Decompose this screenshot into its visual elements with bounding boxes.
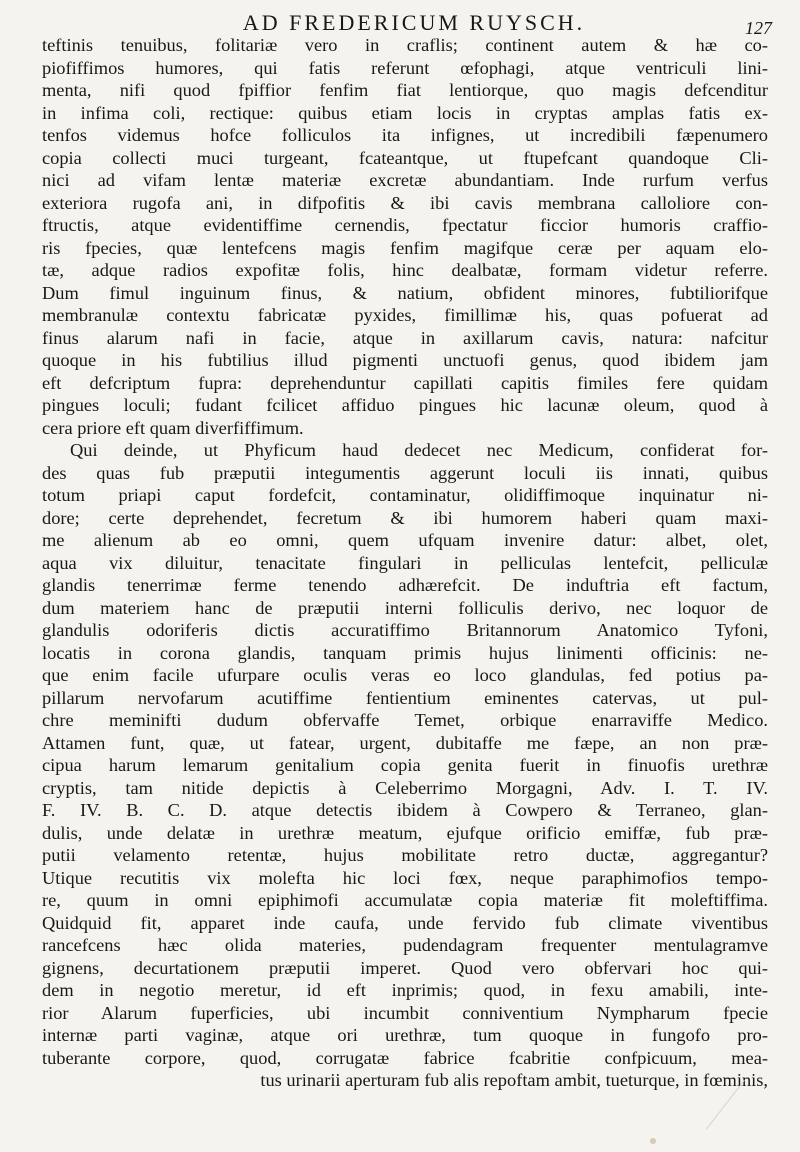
text-line: menta, nifi quod fpiffior fenfim fiat lentiorque, quo magis defcenditur <box>42 80 768 100</box>
text-line: cipua harum lemarum genitalium copia genita fuerit in finuofis urethræ <box>42 755 768 775</box>
text-line: gignens, decurtationem præputii imperet. Quod vero obfervari hoc qui- <box>42 957 768 978</box>
text-line: pingues loculi; fudant fcilicet affiduo pingues hic lacunæ oleum, quod à <box>42 395 768 415</box>
text-line: chre meminifti dudum obfervaffe Temet, orbique enarraviffe Medico. <box>42 710 768 730</box>
text-line: aqua vix diluitur, tenacitate fingulari in pelliculas lentefcit, pelliculæ <box>42 552 768 573</box>
page-number: 127 <box>745 18 772 38</box>
text-line: tenfos videmus hofce folliculos ita infignes, ut incredibili fæpenumero <box>42 125 768 145</box>
text-line: cryptis, tam nitide depictis à Celeberrimo Morgagni, Adv. I. T. IV. <box>42 777 768 798</box>
text-line: rancefcens hæc olida materies, pudendagram frequenter mentulagramve <box>42 935 768 955</box>
text-line: finus alarum nafi in facie, atque in axillarum cavis, natura: nafcitur <box>42 327 768 348</box>
text-line: ftructis, atque evidentiffime cernendis, fpectatur ficcior humoris craffio- <box>42 215 768 235</box>
text-line: piofiffimos humores, qui fatis referunt œfophagi, atque ventriculi lini- <box>42 57 768 78</box>
text-line: cera priore eft quam diverfiffimum. <box>42 417 304 438</box>
text-line: F. IV. B. C. D. atque detectis ibidem à Cowpero & Terraneo, glan- <box>42 800 768 820</box>
text-line: dulis, unde delatæ in urethræ meatum, ejufque orificio emiffæ, fub præ- <box>42 822 768 843</box>
text-line: teftinis tenuibus, folitariæ vero in craflis; continent autem & hæ co- <box>42 35 768 55</box>
text-line: in infima coli, rectique: quibus etiam locis in cryptas amplas fatis ex- <box>42 102 768 123</box>
text-line: que enim facile ufurpare oculis veras eo loco glandulas, fed potius pa- <box>42 665 768 685</box>
running-head: AD FREDERICUM RUYSCH. <box>242 10 586 35</box>
text-line: Utique recutitis vix molefta hic loci fœx, neque paraphimofios tempo- <box>42 867 768 888</box>
text-line: dem in negotio meretur, id eft inprimis; quod, in fexu amabili, inte- <box>42 980 768 1000</box>
text-line: locatis in corona glandis, tanquam primis hujus linimenti officinis: ne- <box>42 642 768 663</box>
text-line: totum priapi caput fordefcit, contaminatur, olidiffimoque inquinatur ni- <box>42 485 768 505</box>
ink-smudge <box>650 1138 656 1144</box>
text-line: putii velamento retentæ, hujus mobilitate retro ductæ, aggregantur? <box>42 845 768 865</box>
text-line: Attamen funt, quæ, ut fatear, urgent, dubitaffe me fæpe, an non præ- <box>42 732 768 753</box>
body-text <box>42 34 768 1092</box>
text-line: des quas fub præputii integumentis aggerunt loculi iis innati, quibus <box>42 462 768 483</box>
text-line: dum materiem hanc de præputii interni folliculis derivo, nec loquor de <box>42 597 768 618</box>
text-line: eft defcriptum fupra: deprehenduntur capillati capitis fimiles fere quidam <box>42 372 768 393</box>
text-line: ris fpecies, quæ lentefcens magis fenfim magifque ceræ per aquam elo- <box>42 237 768 258</box>
text-line: glandulis odoriferis dictis accuratiffimo Britannorum Anatomico Tyfoni, <box>42 620 768 640</box>
text-line: copia collecti muci turgeant, fcateantque, ut ftupefcant quandoque Cli- <box>42 147 768 168</box>
text-line: membranulæ contextu fabricatæ pyxides, fimillimæ his, quas pofuerat ad <box>42 305 768 325</box>
text-line: internæ parti vaginæ, atque ori urethræ, tum quoque in fungofo pro- <box>42 1025 768 1045</box>
text-line: exteriora rugofa ani, in difpofitis & ibi cavis membrana calloliore con- <box>42 192 768 213</box>
text-line: re, quum in omni epiphimofi accumulatæ copia materiæ fit moleftiffima. <box>42 890 768 910</box>
text-line: tuberante corpore, quod, corrugatæ fabrice fcabritie confpicuum, mea- <box>42 1047 768 1068</box>
text-line: quoque in his fubtilius illud pigmenti unctuofi genus, quod ibidem jam <box>42 350 768 370</box>
text-line: tus urinarii aperturam fub alis repoftam ambit, tueturque, in fœminis, <box>260 1070 768 1090</box>
text-line: pillarum nervofarum acutiffime fentientium eminentes catervas, ut pul- <box>42 687 768 708</box>
text-line: rior Alarum fuperficies, ubi incumbit conniventium Nympharum fpecie <box>42 1002 768 1023</box>
text-line: Quidquid fit, apparet inde caufa, unde fervido fub climate viventibus <box>42 912 768 933</box>
text-line: glandis tenerrimæ ferme tenendo adhærefcit. De induftria eft factum, <box>42 575 768 595</box>
text-line: dore; certe deprehendet, fecretum & ibi humorem haberi quam maxi- <box>42 507 768 528</box>
text-line: nici ad vifam lentæ materiæ excretæ abundantiam. Inde rurfum verfus <box>42 170 768 190</box>
text-line: Qui deinde, ut Phyficum haud dedecet nec Medicum, confiderat for- <box>70 440 768 460</box>
text-line: tæ, adque radios expofitæ folis, hinc dealbatæ, formam videtur referre. <box>42 260 768 280</box>
text-line: Dum fimul inguinum finus, & natium, obfident minores, fubtiliorifque <box>42 282 768 303</box>
text-line: me alienum ab eo omni, quem ufquam invenire datur: albet, olet, <box>42 530 768 550</box>
